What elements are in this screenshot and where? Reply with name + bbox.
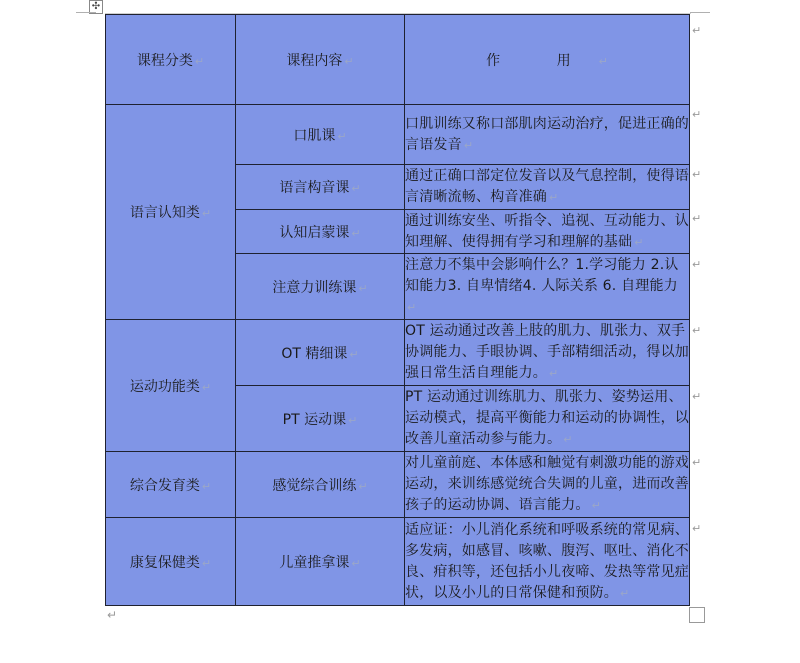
course-name-cell: 认知启蒙课 ↵ (236, 210, 405, 254)
end-paragraph-mark: ↵ (107, 608, 118, 622)
course-effect-cell: 通过正确口部定位发音以及气息控制，使得语言清晰流畅、构音准确 ↵ (405, 165, 690, 210)
row-end-mark: ↵ (692, 522, 702, 535)
category-cell: 运动功能类 ↵ (106, 320, 236, 452)
course-effect-cell: 通过训练安坐、听指令、追视、互动能力、认知理解、使得拥有学习和理解的基础 ↵ (405, 210, 690, 254)
table-row (106, 452, 690, 518)
course-effect-cell: 口肌训练又称口部肌肉运动治疗，促进正确的言语发音 ↵ (405, 105, 690, 165)
margin-corner-mark (76, 12, 96, 13)
table-row (106, 518, 690, 606)
header-effect: 作 用 ↵ (405, 15, 690, 105)
course-effect-cell: OT 运动通过改善上肢的肌力、肌张力、双手协调能力、手眼协调、手部精细活动，得以加强日常生活自理能力。 ↵ (405, 320, 690, 386)
course-effect-cell: PT 运动通过训练肌力、肌张力、姿势运用、运动模式，提高平衡能力和运动的协调性，以改善儿童活动参与能力。 ↵ (405, 386, 690, 452)
table-resize-handle[interactable] (689, 607, 705, 623)
header-category: 课程分类 ↵ (106, 15, 236, 105)
row-end-mark: ↵ (692, 390, 702, 403)
category-cell: 语言认知类 ↵ (106, 105, 236, 320)
course-name-cell: OT 精细课 ↵ (236, 320, 405, 386)
row-end-mark: ↵ (692, 258, 702, 271)
row-end-mark: ↵ (692, 24, 702, 37)
table-move-handle-icon[interactable]: ✣ (89, 0, 103, 14)
header-content: 课程内容 ↵ (236, 15, 405, 105)
course-name-cell: 注意力训练课 ↵ (236, 254, 405, 320)
row-end-mark: ↵ (692, 324, 702, 337)
course-name-cell: 儿童推拿课 ↵ (236, 518, 405, 606)
row-end-mark: ↵ (692, 168, 702, 181)
course-table (105, 14, 690, 606)
course-effect-cell: 适应证：小儿消化系统和呼吸系统的常见病、多发病，如感冒、咳嗽、腹泻、呕吐、消化不良、疳积等，还包括小儿夜啼、发热等常见症状，以及小儿的日常保健和预防。 ↵ (405, 518, 690, 606)
row-end-mark: ↵ (692, 456, 702, 469)
course-name-cell: PT 运动课 ↵ (236, 386, 405, 452)
category-cell: 康复保健类 ↵ (106, 518, 236, 606)
course-effect-cell: 注意力不集中会影响什么？1.学习能力 2.认知能力3. 自卑情绪4. 人际关系 6. 自理能力↵ (405, 254, 690, 320)
course-name-cell: 口肌课 ↵ (236, 105, 405, 165)
category-cell: 综合发育类 ↵ (106, 452, 236, 518)
course-effect-cell: 对儿童前庭、本体感和触觉有刺激功能的游戏运动，来训练感觉统合失调的儿童，进而改善孩子的运动协调、语言能力。 ↵ (405, 452, 690, 518)
row-end-mark: ↵ (692, 108, 702, 121)
row-end-mark: ↵ (692, 212, 702, 225)
margin-corner-mark (690, 12, 710, 13)
table-row (106, 105, 690, 165)
course-name-cell: 语言构音课 ↵ (236, 165, 405, 210)
course-name-cell: 感觉综合训练 ↵ (236, 452, 405, 518)
table-row (106, 320, 690, 386)
table-header-row (106, 15, 690, 105)
